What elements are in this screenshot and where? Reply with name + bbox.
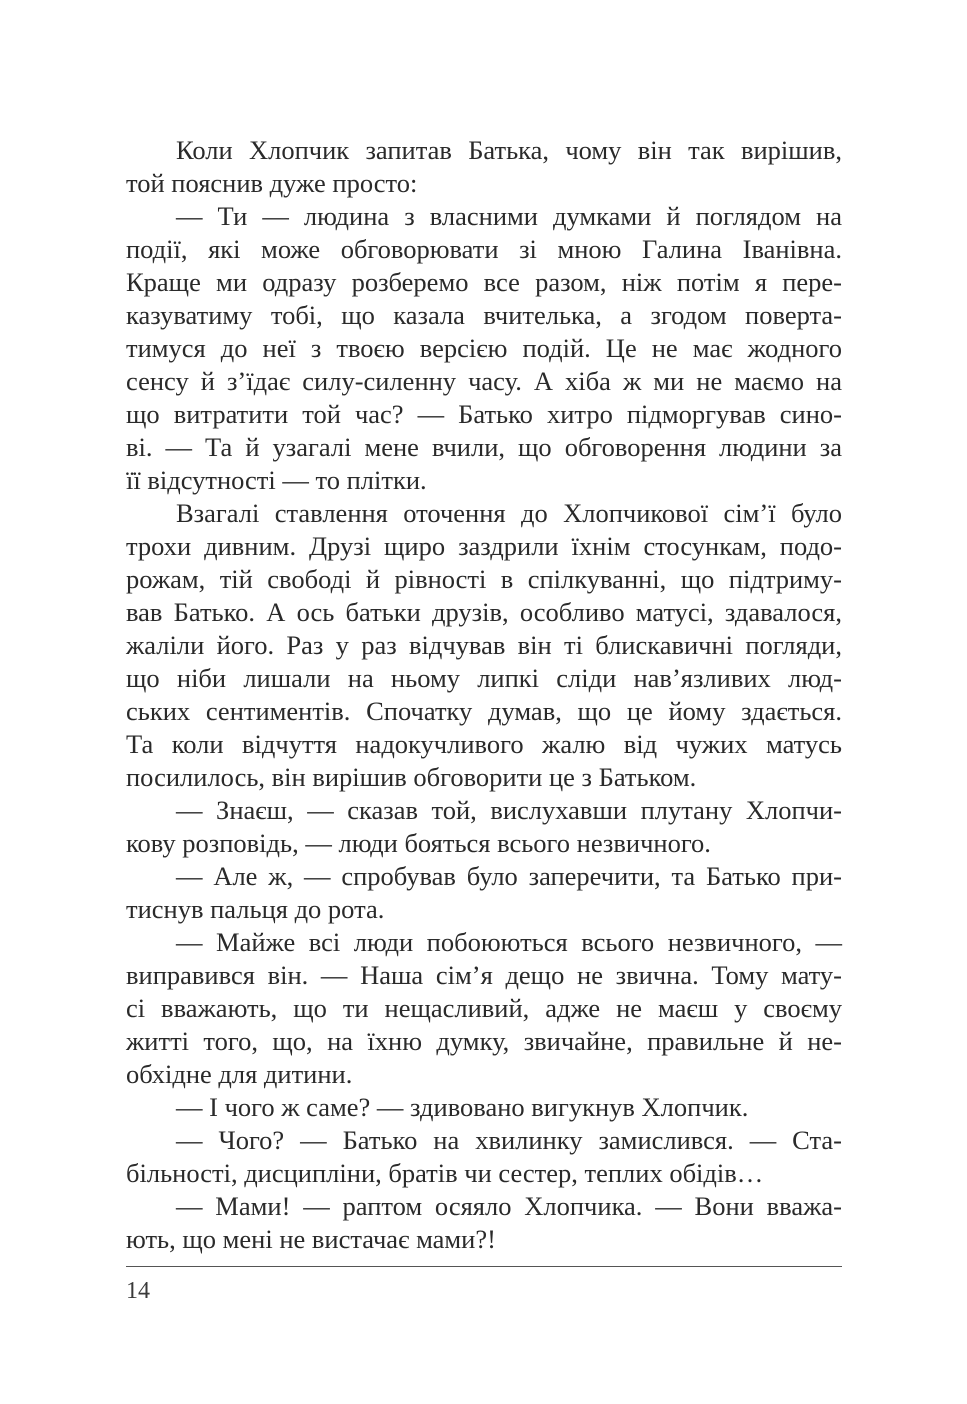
text-line: — Чого? — Батько на хвилинку замислився. — Ста- bbox=[176, 1125, 842, 1155]
text-line: Коли Хлопчик запитав Батька, чому він так вирішив, bbox=[176, 135, 842, 165]
text-line: Краще ми одразу розберемо все разом, ніж потім я пере- bbox=[126, 267, 842, 297]
text-line: рожам, тій свободі й рівності в спілкуванні, що підтриму- bbox=[126, 564, 842, 594]
text-line: — Але ж, — спробував було заперечити, та Батько при- bbox=[176, 861, 842, 891]
text-line: що ніби лишали на ньому липкі сліди нав’язливих люд- bbox=[126, 663, 842, 693]
text-line: Взагалі ставлення оточення до Хлопчикової сім’ї було bbox=[176, 498, 842, 528]
text-line: ві. — Та й узагалі мене вчили, що обговорення людини за bbox=[126, 432, 842, 462]
text-line: сенсу й з’їдає силу-силенну часу. А хіба ж ми не маємо на bbox=[126, 366, 842, 396]
text-line: що витратити той час? — Батько хитро підморгував сино- bbox=[126, 399, 842, 429]
text-line: житті того, що, на їхню думку, звичайне, правильне й не- bbox=[126, 1026, 842, 1056]
text-line: Та коли відчуття надокучливого жалю від чужих матусь bbox=[126, 729, 842, 759]
text-line: більності, дисципліни, братів чи сестер, теплих обідів… bbox=[126, 1158, 764, 1188]
text-line: події, які може обговорювати зі мною Галина Іванівна. bbox=[126, 234, 842, 264]
text-line: ських сентиментів. Спочатку думав, що це йому здається. bbox=[126, 696, 842, 726]
text-line: виправився він. — Наша сім’я дещо не звична. Тому мату- bbox=[126, 960, 842, 990]
text-line: казуватиму тобі, що казала вчителька, а згодом поверта- bbox=[126, 300, 842, 330]
text-line: ють, що мені не вистачає мами?! bbox=[126, 1224, 496, 1254]
text-line: трохи дивним. Друзі щиро заздрили їхнім стосункам, подо- bbox=[126, 531, 842, 561]
text-line: — Майже всі люди побоюються всього незвичного, — bbox=[176, 927, 842, 957]
page-number: 14 bbox=[126, 1278, 150, 1304]
text-line: — Мами! — раптом осяяло Хлопчика. — Вони вважа- bbox=[176, 1191, 842, 1221]
text-line: кову розповідь, — люди бояться всього незвичного. bbox=[126, 828, 711, 858]
text-line: її відсутності — то плітки. bbox=[126, 465, 427, 495]
text-line: тимуся до неї з твоєю версією подій. Це не має жодного bbox=[126, 333, 842, 363]
body-text bbox=[126, 134, 842, 1256]
text-line: посилилось, він вирішив обговорити це з Батьком. bbox=[126, 762, 697, 792]
footer-divider bbox=[126, 1266, 842, 1267]
text-line: сі вважають, що ти нещасливий, адже не маєш у своєму bbox=[126, 993, 842, 1023]
text-line: вав Батько. А ось батьки друзів, особливо матусі, здавалося, bbox=[126, 597, 842, 627]
text-line: жаліли його. Раз у раз відчував він ті блискавичні погляди, bbox=[126, 630, 842, 660]
text-line: тиснув пальця до рота. bbox=[126, 894, 385, 924]
text-line: — І чого ж саме? — здивовано вигукнув Хлопчик. bbox=[176, 1092, 749, 1122]
text-line: — Знаєш, — сказав той, вислухавши плутану Хлопчи- bbox=[176, 795, 842, 825]
text-line: — Ти — людина з власними думками й поглядом на bbox=[176, 201, 842, 231]
text-line: обхідне для дитини. bbox=[126, 1059, 353, 1089]
text-line: той пояснив дуже просто: bbox=[126, 168, 418, 198]
